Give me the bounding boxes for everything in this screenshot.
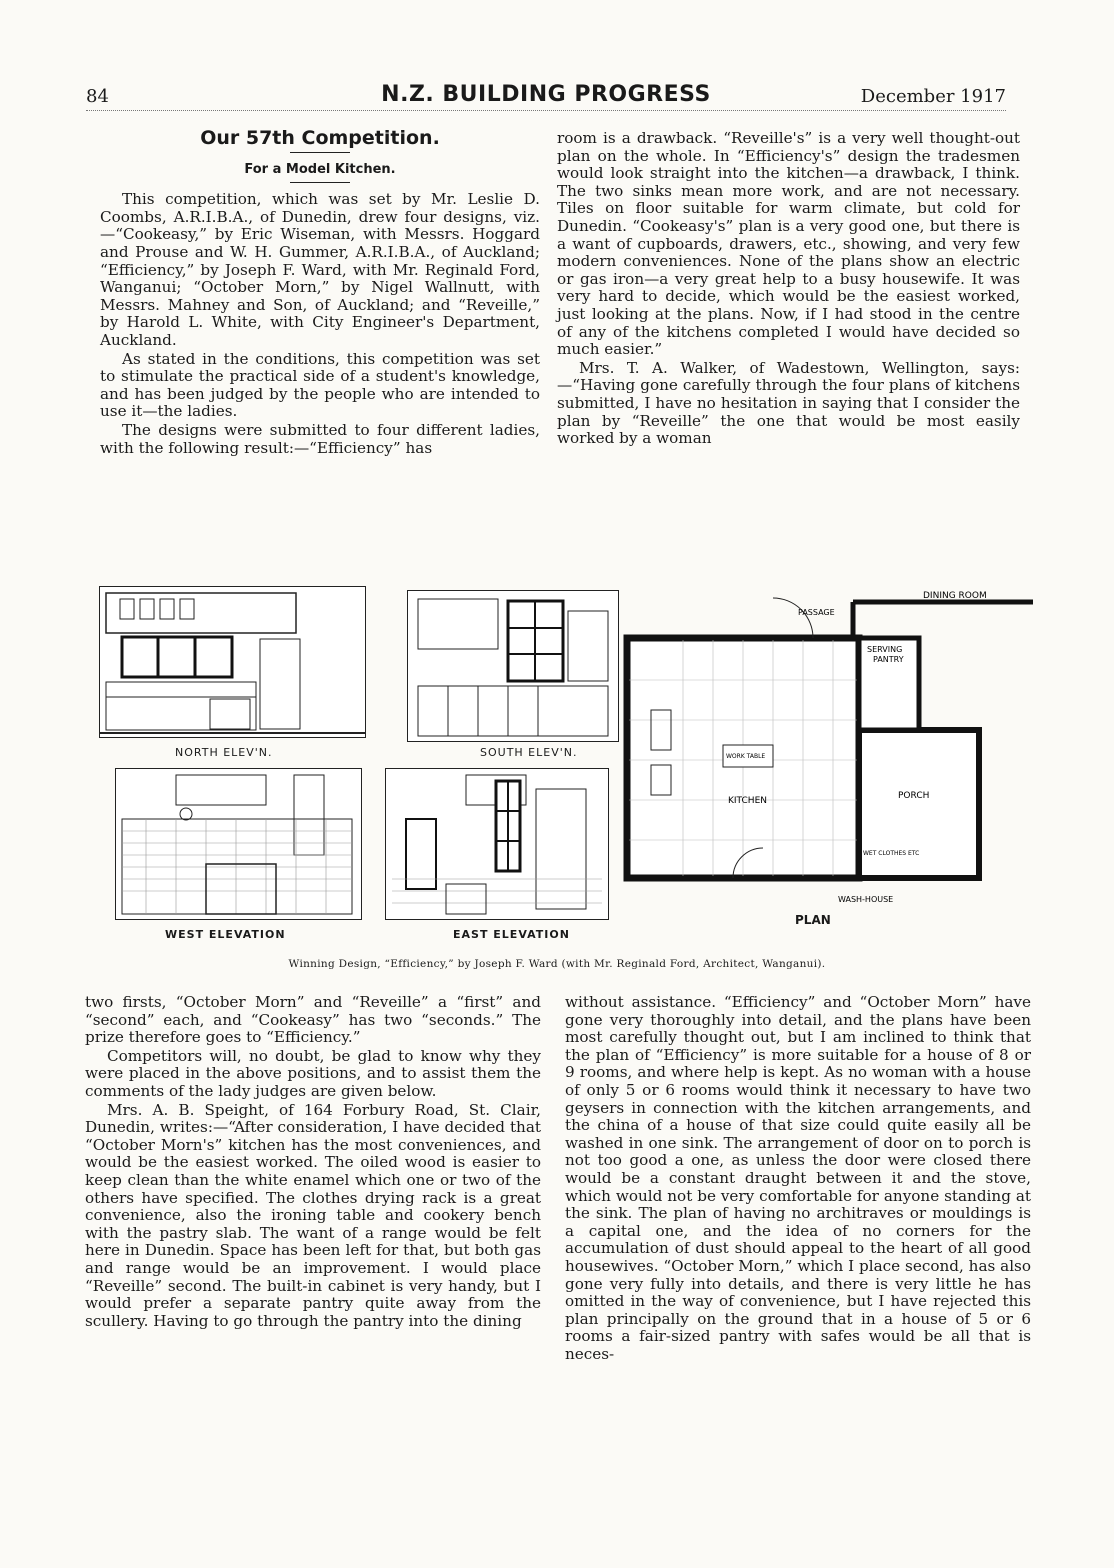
room-pantry: PANTRY	[873, 655, 904, 664]
room-dining-room: DINING ROOM	[923, 591, 987, 601]
room-wash-house: WASH-HOUSE	[838, 895, 894, 904]
west-elevation-drawing	[115, 768, 362, 920]
room-serving: SERVING	[867, 645, 903, 654]
east-elevation-drawing	[385, 768, 609, 920]
east-elevation-label: EAST ELEVATION	[453, 928, 570, 941]
article-column-lower-left	[85, 994, 541, 1331]
south-elevation-drawing	[407, 590, 619, 742]
page-header	[86, 82, 1006, 112]
plan-label: PLAN	[795, 913, 831, 927]
north-elevation-label: NORTH ELEV'N.	[175, 746, 273, 759]
paragraph: two firsts, “October Morn” and “Reveille” a “first” and “second” each, and “Cookeasy” has two “seconds.” The prize therefore goes to “Efficiency.”	[85, 993, 541, 1047]
issue-date: December 1917	[860, 86, 1006, 107]
room-porch: PORCH	[898, 791, 930, 801]
article-column-upper-right	[557, 130, 1020, 449]
south-elevation-label: SOUTH ELEV'N.	[480, 746, 578, 759]
kitchen-design-figure	[95, 578, 1035, 948]
paragraph: As stated in the conditions, this competition was set to stimulate the practical side of a student's knowledge, and has been judged by the people who are intended to use it—the ladies.	[100, 349, 540, 421]
paragraph: Mrs. A. B. Speight, of 164 Forbury Road, St. Clair, Dunedin, writes:—“After consideration, I have decided that “October Morn's” kitchen has the most conveniences, and would be the easiest worked. The oiled wood is easier to keep clean than the white enamel which one or two of the others have specified. The clothes drying rack is a great convenience, also the ironing table and cookery bench with the pastry slab. The want of a range would be felt here in Dunedin. Space has been left for that, but both gas and range would be an improvement. I would place “Reveille” second. The built-in cabinet is very handy, but I would prefer a separate pantry quite away from the scullery. Having to go through the pantry into the dining	[85, 1100, 541, 1330]
paragraph: This competition, which was set by Mr. Leslie D. Coombs, A.R.I.B.A., of Dunedin, drew four designs, viz.—“Cookeasy,” by Eric Wiseman, with Messrs. Hoggard and Prouse and W. H. Gummer, A.R.I.B.A., of Auckland; “Efficiency,” by Joseph F. Ward, with Mr. Reginald Ford, Wanganui; “October Morn,” by Nigel Wallnutt, with Messrs. Mahney and Son, of Auckland; and “Reveille,” by Harold L. White, with City Engineer's Department, Auckland.	[100, 190, 540, 349]
paragraph: without assistance. “Efficiency” and “October Morn” have gone very thoroughly into detail, and the plans have been most carefully thought out, but I am inclined to think that the plan of “Efficiency” is more suitable for a house of 8 or 9 rooms, and where help is kept. As no woman with a house of only 5 or 6 rooms would think it necessary to have two geysers in connection with the kitchen arrangements, and the china of a house of that size could quite easily all be washed in one sink. The arrangement of door on to porch is not too good a one, as unless the door were closed there would be a constant draught between it and the stove, which would not be very comfortable for anyone standing at the sink. The plan of having no architraves or mouldings is a capital one, and the idea of no corners for the accumulation of dust should appeal to the heart of all good housewives. “October Morn,” which I place second, has also gone very fully into details, and there is very little he has omitted in the way of convenience, but I have rejected this plan principally on the ground that in a house of 5 or 6 rooms a fair-sized pantry with safes would be all that is neces-	[565, 993, 1031, 1363]
paragraph: The designs were submitted to four different ladies, with the following result:—“Efficiency” has	[100, 420, 540, 457]
article-title: Our 57th Competition.	[200, 127, 440, 149]
room-passage: PASSAGE	[798, 608, 835, 617]
room-kitchen: KITCHEN	[728, 796, 767, 806]
kitchen-floor-plan	[623, 580, 1035, 920]
article-column-lower-right	[565, 994, 1031, 1364]
subtitle-rule	[290, 182, 350, 183]
header-rule	[86, 110, 1006, 111]
page-number: 84	[86, 86, 109, 107]
west-elevation-label: WEST ELEVATION	[165, 928, 286, 941]
article-column-upper-left	[100, 127, 540, 458]
paragraph: Competitors will, no doubt, be glad to know why they were placed in the above positions, and to assist them the comments of the lady judges are given below.	[85, 1046, 541, 1100]
journal-title: N.Z. BUILDING PROGRESS	[381, 82, 711, 107]
paragraph: Mrs. T. A. Walker, of Wadestown, Wellington, says:—“Having gone carefully through the four plans of kitchens submitted, I have no hesitation in saying that I consider the plan by “Reveille” the one that would be most easily worked by a woman	[557, 358, 1020, 448]
work-table-label: WORK TABLE	[726, 753, 766, 760]
wet-clothes-label: WET CLOTHES ETC	[863, 850, 920, 857]
figure-caption: Winning Design, “Efficiency,” by Joseph F. Ward (with Mr. Reginald Ford, Architect, Wanganui).	[288, 958, 826, 970]
paragraph: room is a drawback. “Reveille's” is a very well thought-out plan on the whole. In “Efficiency's” design the tradesmen would look straight into the kitchen—a drawback, I think. The two sinks mean more work, and are not necessary. Tiles on floor suitable for warm climate, but cold for Dunedin. “Cookeasy's” plan is a very good one, but there is a want of cupboards, drawers, etc., showing, and very few modern conveniences. None of the plans show an electric or gas iron—a very great help to a busy housewife. It was very hard to decide, which would be the easiest worked, just looking at the plans. Now, if I had stood in the centre of any of the kitchens completed I would have decided so much easier.”	[557, 129, 1020, 359]
title-rule	[290, 152, 350, 153]
north-elevation-drawing	[99, 586, 366, 738]
article-subtitle: For a Model Kitchen.	[244, 161, 396, 177]
